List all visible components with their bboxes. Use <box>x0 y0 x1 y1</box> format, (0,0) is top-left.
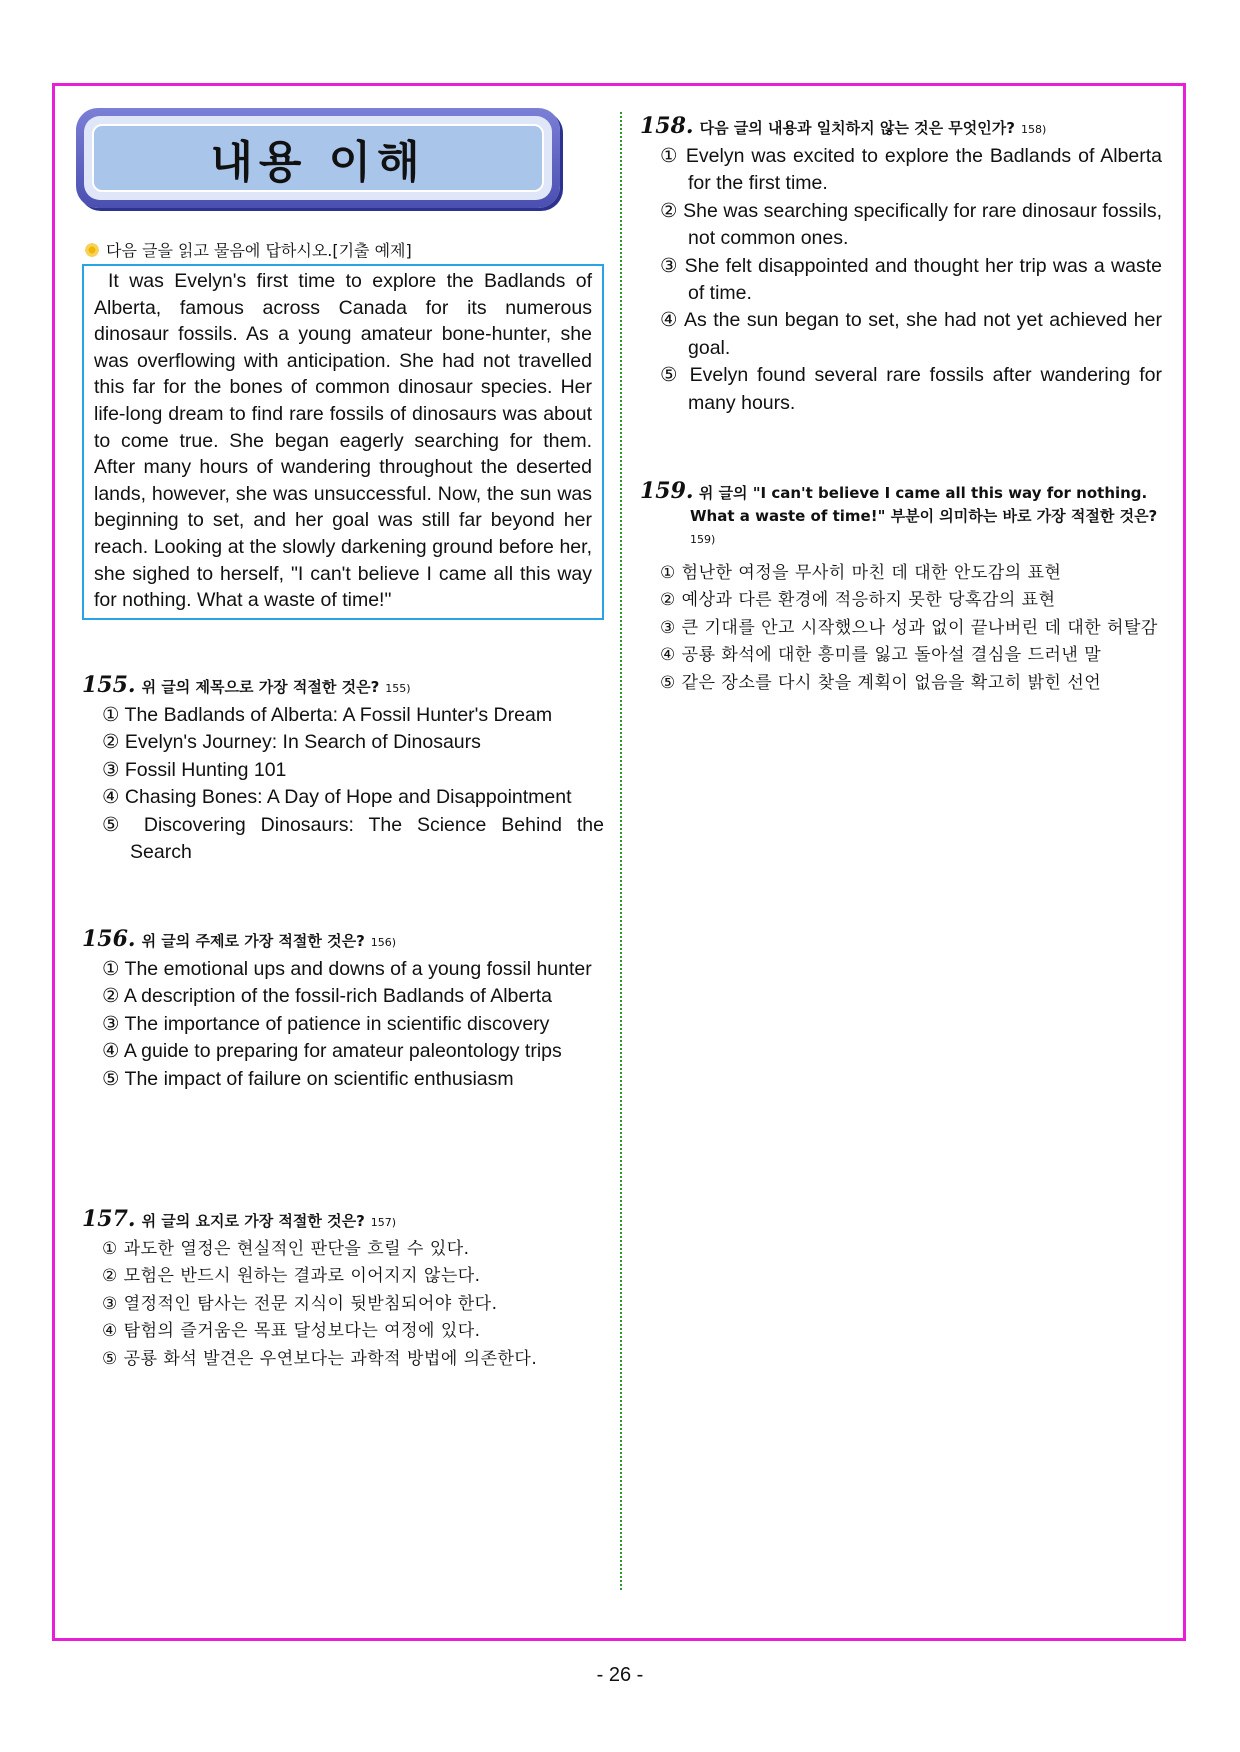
footnote-ref: 156) <box>370 936 397 949</box>
flower-icon <box>84 242 100 258</box>
option-1[interactable]: ① The Badlands of Alberta: A Fossil Hunter's Dream <box>102 704 553 726</box>
option-4[interactable]: ④ 공룡 화석에 대한 흥미를 잃고 돌아설 결심을 드러낸 말 <box>660 645 1102 666</box>
option-2[interactable]: ② Evelyn's Journey: In Search of Dinosaurs <box>102 731 481 754</box>
section-title: 내용 이해 <box>210 137 426 188</box>
option-1[interactable]: ① 험난한 여정을 무사히 마친 데 대한 안도감의 표현 <box>660 563 1062 583</box>
reading-passage <box>82 264 604 620</box>
option-1[interactable]: ① Evelyn was excited to explore the Badlands of Alberta for the first time. <box>660 145 1162 195</box>
question-number: 155. <box>82 672 136 698</box>
option-2[interactable]: ② 모험은 반드시 원하는 결과로 이어지지 않는다. <box>102 1266 481 1287</box>
option-4[interactable]: ④ A guide to preparing for amateur paleontology trips <box>102 1040 562 1063</box>
option-1[interactable]: ① The emotional ups and downs of a young fossil hunter <box>102 958 592 980</box>
option-3[interactable]: ③ Fossil Hunting 101 <box>102 758 287 781</box>
option-4[interactable]: ④ Chasing Bones: A Day of Hope and Disappointment <box>102 786 572 809</box>
footnote-ref: 159) <box>690 533 716 546</box>
option-1[interactable]: ① 과도한 열정은 현실적인 판단을 흐릴 수 있다. <box>102 1239 470 1259</box>
option-3[interactable]: ③ 열정적인 탐사는 전문 지식이 뒷받침되어야 한다. <box>102 1293 498 1314</box>
instruction <box>84 238 412 261</box>
option-5[interactable]: ⑤ The impact of failure on scientific enthusiasm <box>102 1067 514 1090</box>
footnote-ref: 155) <box>385 682 411 695</box>
question-159 <box>640 480 1162 697</box>
footnote-ref: 157) <box>370 1216 397 1229</box>
question-number: 157. <box>82 1206 136 1232</box>
option-2[interactable]: ② 예상과 다른 환경에 적응하지 못한 당혹감의 표현 <box>660 590 1056 611</box>
column-divider <box>620 112 622 1590</box>
option-2[interactable]: ② A description of the fossil-rich Badlands of Alberta <box>102 985 552 1008</box>
option-5[interactable]: ⑤ 같은 장소를 다시 찾을 계획이 없음을 확고히 밝힌 선언 <box>660 672 1102 693</box>
question-prompt: 위 글의 "I can't believe I came all this way for nothing. What a waste of time!" 부분이 의미하는 바로 가장 적절한 것은? <box>690 484 1158 525</box>
option-5[interactable]: ⑤ 공룡 화석 발견은 우연보다는 과학적 방법에 의존한다. <box>102 1348 538 1369</box>
option-4[interactable]: ④ 탐험의 즐거움은 목표 달성보다는 여정에 있다. <box>102 1321 481 1342</box>
question-prompt: 위 글의 제목으로 가장 적절한 것은? <box>141 678 380 696</box>
question-number: 159. <box>640 478 694 504</box>
question-prompt: 다음 글의 내용과 일치하지 않는 것은 무엇인가? <box>699 119 1015 137</box>
question-number: 158. <box>640 113 694 139</box>
option-2[interactable]: ② She was searching specifically for rare dinosaur fossils, not common ones. <box>660 199 1162 250</box>
question-number: 156. <box>82 926 136 952</box>
passage-text: It was Evelyn's first time to explore the Badlands of Alberta, famous across Canada for its numerous dinosaur fossils. As a young amateur bone-hunter, she was overflowing with anticipation. She had not travelled this far for the bones of common dinosaur species. Her life-long dream to find rare fossils of dinosaurs was about to come true. She began eagerly searching for them. After many hours of wandering throughout the deserted lands, however, she was unsuccessful. Now, the sun was beginning to set, and her goal was still far beyond her reach. Looking at the slowly darkening ground before her, she sighed to herself, "I can't believe I came all this way for nothing. What a waste of time!" <box>94 270 592 612</box>
option-5[interactable]: ⑤ Evelyn found several rare fossils after wandering for many hours. <box>660 364 1162 414</box>
section-banner <box>76 108 560 208</box>
question-prompt: 위 글의 요지로 가장 적절한 것은? <box>141 1212 365 1230</box>
option-3[interactable]: ③ 큰 기대를 안고 시작했으나 성과 없이 끝나버린 데 대한 허탈감 <box>660 617 1158 638</box>
option-3[interactable]: ③ The importance of patience in scientific discovery <box>102 1012 550 1035</box>
option-3[interactable]: ③ She felt disappointed and thought her trip was a waste of time. <box>660 254 1162 305</box>
question-157 <box>82 1206 604 1373</box>
instruction-text: 다음 글을 읽고 물음에 답하시오.[기출 예제] <box>106 241 412 260</box>
question-155 <box>82 672 604 866</box>
option-4[interactable]: ④ As the sun began to set, she had not yet achieved her goal. <box>660 309 1162 359</box>
page-number: - 26 - <box>596 1664 644 1686</box>
footnote-ref: 158) <box>1020 123 1047 136</box>
question-156 <box>82 926 604 1093</box>
question-158 <box>640 113 1162 417</box>
option-5[interactable]: ⑤ Discovering Dinosaurs: The Science Behind the Search <box>102 813 604 864</box>
question-prompt: 위 글의 주제로 가장 적절한 것은? <box>141 932 365 950</box>
